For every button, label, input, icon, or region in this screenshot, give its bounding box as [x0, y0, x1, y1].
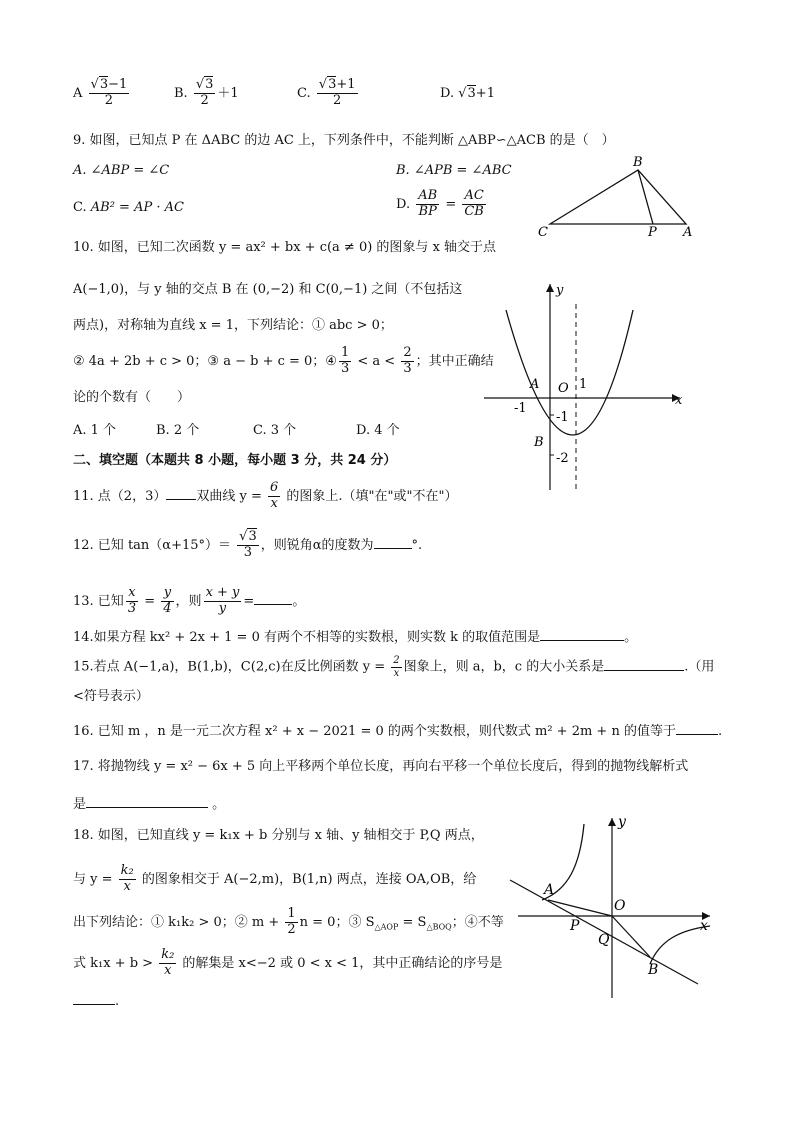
q18-fig-label-x: x	[700, 918, 708, 934]
q18-fig-label-a: A	[544, 882, 555, 898]
q8-option-d: D. √3+1	[440, 86, 495, 101]
q10-option-a: A. 1 个	[73, 423, 117, 438]
q9-triangle-figure	[530, 152, 710, 238]
q18-line4: 式 k₁x + b > $\frac{\text{k₂}}{x}$ 的解集是 x<−2 或 0 < x < 1，其中正确结论的序号是	[73, 947, 503, 978]
q9-fig-label-p: P	[648, 225, 657, 238]
q18-fig-label-o: O	[614, 898, 626, 914]
q10-line4: ② 4a + 2b + c > 0；③ a − b + c = 0；④ $\frac{1}{3}$ < a < $\frac{2}{3}$ ；其中正确结	[73, 345, 494, 376]
section-2-heading: 二、填空题（本题共 8 小题，每小题 3 分，共 24 分）	[73, 453, 397, 468]
q9-stem: 9. 如图，已知点 P 在 ΔABC 的边 AC 上，下列条件中，不能判断 △ABP∽△ACB 的是（ ）	[73, 133, 615, 148]
q10-fig-label-y: y	[556, 283, 564, 298]
q10-line2: A(−1,0)，与 y 轴的交点 B 在 (0,−2) 和 C(0,−1) 之间（不包括这	[73, 282, 463, 297]
q10-fig-label-a: A	[530, 377, 540, 392]
q15-line1: 15.若点 A(−1,a)，B(1,b)，C(2,c)在反比例函数 y = $\frac{2}{x}$ 图象上，则 a，b，c 的大小关系是 .（用	[73, 655, 715, 679]
q9-option-c: C. AB² = AP · AC	[73, 200, 184, 215]
q10-fig-label-b: B	[534, 435, 544, 450]
q8-option-c: C. $\frac{√3+1}{2}$	[297, 77, 356, 108]
q10-option-c: C. 3 个	[253, 423, 297, 438]
q10-fig-label-neg2: -2	[556, 451, 569, 466]
q10-fig-label-o: O	[558, 381, 569, 396]
q10-fig-label-neg1: -1	[514, 401, 527, 416]
q9-option-a: A. ∠ABP = ∠C	[73, 163, 170, 178]
q13: 13. 已知 $\frac{x}{3}$ = $\frac{y}{4}$ ，则 $\frac{x + y}{y}$ = 。	[73, 585, 306, 616]
q8-option-b: B. $\frac{√3}{2}$ ＋1	[174, 77, 239, 108]
q9-option-b: B. ∠APB = ∠ABC	[396, 163, 512, 178]
q9-option-d: D. $\frac{AB}{BP}$ = $\frac{AC}{CB}$	[396, 188, 484, 219]
q17-line1: 17. 将抛物线 y = x² − 6x + 5 向上平移两个单位长度，再向右平移一个单位长度后，得到的抛物线解析式	[73, 759, 689, 774]
q9-fig-label-c: C	[538, 225, 548, 238]
q18-line1: 18. 如图，已知直线 y = k₁x + b 分别与 x 轴、y 轴相交于 P,Q 两点，	[73, 828, 484, 843]
q18-graph-figure	[508, 814, 718, 1004]
q18-line3: 出下列结论：① k₁k₂ > 0；② m + $\frac{1}{2}$ n = 0；③ $S_{\triangle AOP} = S_{\triangle BOQ}$；④不等	[73, 906, 504, 937]
q10-option-d: D. 4 个	[356, 423, 400, 438]
q12: 12. 已知 tan（α+15°）＝ $\frac{√3}{3}$ ，则锐角α的度数为 °.	[73, 529, 423, 560]
q14: 14.如果方程 kx² + 2x + 1 = 0 有两个不相等的实数根，则实数 k 的取值范围是 。	[73, 630, 638, 645]
q10-fig-label-1: 1	[579, 377, 588, 392]
q18-fig-label-q: Q	[598, 932, 610, 948]
q10-fig-label-x: x	[675, 393, 683, 408]
q8-option-a: A $\frac{√3-1}{2}$	[73, 77, 128, 108]
q15-line2: <符号表示）	[73, 689, 149, 704]
q17-line2: 是 。	[73, 797, 226, 812]
q9-fig-label-a: A	[683, 225, 693, 238]
q10-line3: 两点)，对称轴为直线 x = 1，下列结论：① abc > 0；	[73, 318, 393, 333]
q10-parabola-figure	[480, 280, 690, 495]
q18-line5: .	[73, 992, 119, 1010]
q10-option-b: B. 2 个	[156, 423, 200, 438]
q10-line5: 论的个数有（ ）	[73, 390, 191, 405]
q18-fig-label-b: B	[648, 962, 659, 978]
q10-line1: 10. 如图，已知二次函数 y = ax² + bx + c(a ≠ 0) 的图象与 x 轴交于点	[73, 240, 497, 255]
q18-fig-label-y: y	[618, 814, 626, 830]
q18-fig-label-p: P	[570, 918, 580, 934]
q9-fig-label-b: B	[633, 155, 643, 170]
q10-fig-label-neg1y: -1	[556, 410, 569, 425]
q18-line2: 与 y = $\frac{\text{k₂}}{x}$ 的图象相交于 A(−2,m)，B(1,n) 两点，连接 OA,OB，给	[73, 863, 477, 894]
q11: 11. 点（2，3） 双曲线 y = $\frac{6}{x}$ 的图象上.（填"在"或"不在"）	[73, 480, 458, 511]
q16: 16. 已知 m ，n 是一元二次方程 x² + x − 2021 = 0 的两个实数根，则代数式 m² + 2m + n 的值等于 .	[73, 724, 723, 739]
